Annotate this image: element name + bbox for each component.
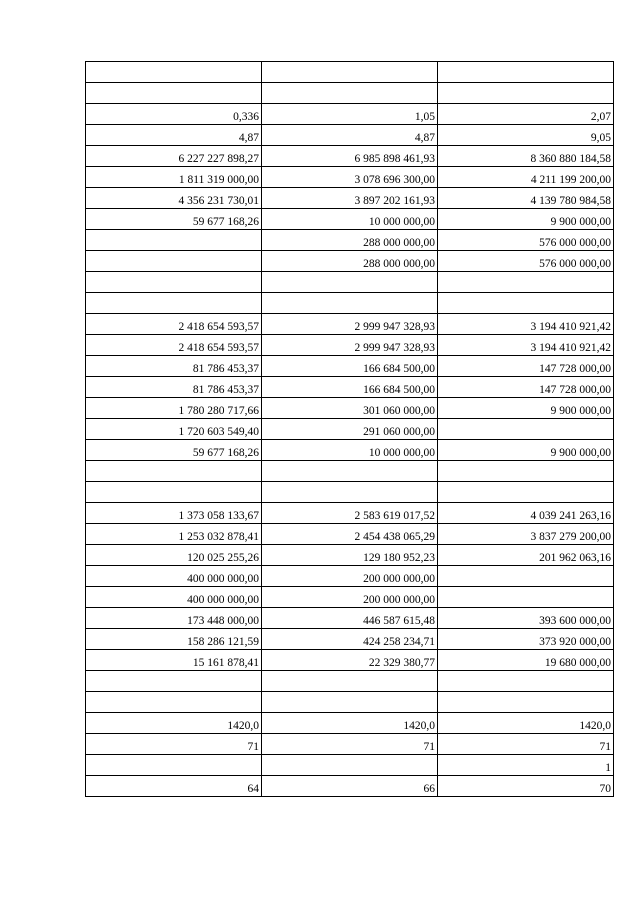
table-cell	[86, 755, 262, 776]
table-cell: 8 360 880 184,58	[438, 146, 614, 167]
table-row	[86, 650, 614, 671]
table-row	[86, 545, 614, 566]
table-cell: 301 060 000,00	[262, 398, 438, 419]
table-cell: 3 194 410 921,42	[438, 335, 614, 356]
table-cell: 71	[86, 734, 262, 755]
table-cell: 9 900 000,00	[438, 440, 614, 461]
table-cell: 158 286 121,59	[86, 629, 262, 650]
table-cell: 393 600 000,00	[438, 608, 614, 629]
table-row	[86, 482, 614, 503]
table-row	[86, 608, 614, 629]
table-cell: 166 684 500,00	[262, 356, 438, 377]
table-cell: 2 999 947 328,93	[262, 314, 438, 335]
table-cell: 64	[86, 776, 262, 797]
table-cell: 201 962 063,16	[438, 545, 614, 566]
table-cell: 22 329 380,77	[262, 650, 438, 671]
table-cell: 1 780 280 717,66	[86, 398, 262, 419]
table-cell	[262, 692, 438, 713]
table-cell: 0,336	[86, 104, 262, 125]
table-row	[86, 209, 614, 230]
table-cell	[262, 461, 438, 482]
table-cell: 6 227 227 898,27	[86, 146, 262, 167]
table-cell: 424 258 234,71	[262, 629, 438, 650]
table-cell: 71	[262, 734, 438, 755]
table-cell: 2,07	[438, 104, 614, 125]
table-row	[86, 587, 614, 608]
table-cell: 173 448 000,00	[86, 608, 262, 629]
table-row	[86, 146, 614, 167]
table-cell: 10 000 000,00	[262, 209, 438, 230]
table-cell: 446 587 615,48	[262, 608, 438, 629]
table-cell	[86, 692, 262, 713]
table-cell: 4 211 199 200,00	[438, 167, 614, 188]
table-cell: 6 985 898 461,93	[262, 146, 438, 167]
table-cell	[262, 83, 438, 104]
table-cell: 19 680 000,00	[438, 650, 614, 671]
table-cell: 3 078 696 300,00	[262, 167, 438, 188]
table-cell: 10 000 000,00	[262, 440, 438, 461]
table-row	[86, 377, 614, 398]
table-cell: 400 000 000,00	[86, 587, 262, 608]
table-cell: 576 000 000,00	[438, 251, 614, 272]
table-cell: 3 194 410 921,42	[438, 314, 614, 335]
table-cell	[262, 272, 438, 293]
table-row	[86, 566, 614, 587]
table-cell	[86, 83, 262, 104]
table-cell	[438, 587, 614, 608]
table-cell	[438, 566, 614, 587]
table-cell: 4 356 231 730,01	[86, 188, 262, 209]
table-row	[86, 104, 614, 125]
table-cell: 1420,0	[262, 713, 438, 734]
table-cell: 81 786 453,37	[86, 356, 262, 377]
table-cell: 1,05	[262, 104, 438, 125]
table-row	[86, 230, 614, 251]
table-cell	[86, 272, 262, 293]
table-cell: 9,05	[438, 125, 614, 146]
table-cell: 2 999 947 328,93	[262, 335, 438, 356]
table-cell: 147 728 000,00	[438, 356, 614, 377]
table-row	[86, 335, 614, 356]
table-row	[86, 272, 614, 293]
table-cell	[262, 482, 438, 503]
table-cell	[86, 482, 262, 503]
table-cell: 1 811 319 000,00	[86, 167, 262, 188]
table-row	[86, 398, 614, 419]
table-cell: 576 000 000,00	[438, 230, 614, 251]
table-cell: 4,87	[262, 125, 438, 146]
table-row	[86, 83, 614, 104]
table-cell: 200 000 000,00	[262, 587, 438, 608]
table-cell: 4 039 241 263,16	[438, 503, 614, 524]
table-row	[86, 62, 614, 83]
table-row	[86, 734, 614, 755]
financial-data-table	[85, 61, 614, 797]
table-cell	[438, 671, 614, 692]
table-cell	[86, 230, 262, 251]
table-cell: 1 253 032 878,41	[86, 524, 262, 545]
table-cell	[86, 671, 262, 692]
table-cell	[438, 83, 614, 104]
table-cell: 166 684 500,00	[262, 377, 438, 398]
table-row	[86, 356, 614, 377]
table-cell: 2 454 438 065,29	[262, 524, 438, 545]
table-row	[86, 713, 614, 734]
table-row	[86, 524, 614, 545]
table-cell	[86, 251, 262, 272]
table-cell: 3 897 202 161,93	[262, 188, 438, 209]
table-cell: 71	[438, 734, 614, 755]
table-row	[86, 167, 614, 188]
table-cell	[438, 62, 614, 83]
table-cell: 1420,0	[438, 713, 614, 734]
table-cell	[438, 482, 614, 503]
table-cell	[438, 293, 614, 314]
table-row	[86, 671, 614, 692]
table-cell	[262, 293, 438, 314]
table-row	[86, 503, 614, 524]
table-cell: 15 161 878,41	[86, 650, 262, 671]
table-cell	[438, 419, 614, 440]
table-cell	[438, 692, 614, 713]
table-row	[86, 692, 614, 713]
table-cell: 291 060 000,00	[262, 419, 438, 440]
table-cell: 2 583 619 017,52	[262, 503, 438, 524]
table-cell: 200 000 000,00	[262, 566, 438, 587]
table-cell	[438, 461, 614, 482]
table-cell: 2 418 654 593,57	[86, 335, 262, 356]
table-cell: 1 720 603 549,40	[86, 419, 262, 440]
table-row	[86, 755, 614, 776]
table-cell: 120 025 255,26	[86, 545, 262, 566]
table-cell: 4,87	[86, 125, 262, 146]
table-cell: 147 728 000,00	[438, 377, 614, 398]
table-cell: 3 837 279 200,00	[438, 524, 614, 545]
table-cell: 2 418 654 593,57	[86, 314, 262, 335]
table-row	[86, 629, 614, 650]
table-cell	[86, 62, 262, 83]
table-row	[86, 293, 614, 314]
table-cell	[262, 755, 438, 776]
table-cell: 70	[438, 776, 614, 797]
table-cell: 59 677 168,26	[86, 209, 262, 230]
table-body	[86, 62, 614, 797]
table-row	[86, 461, 614, 482]
table-cell	[86, 293, 262, 314]
table-row	[86, 314, 614, 335]
table-cell: 1420,0	[86, 713, 262, 734]
table-row	[86, 419, 614, 440]
table-cell: 1	[438, 755, 614, 776]
table-cell	[262, 62, 438, 83]
table-row	[86, 251, 614, 272]
table-row	[86, 440, 614, 461]
table-cell: 288 000 000,00	[262, 230, 438, 251]
table-cell	[438, 272, 614, 293]
table-cell: 129 180 952,23	[262, 545, 438, 566]
table-cell: 1 373 058 133,67	[86, 503, 262, 524]
table-cell: 9 900 000,00	[438, 398, 614, 419]
table-cell	[262, 671, 438, 692]
table-cell	[86, 461, 262, 482]
table-row	[86, 776, 614, 797]
table-cell: 81 786 453,37	[86, 377, 262, 398]
table-cell: 4 139 780 984,58	[438, 188, 614, 209]
table-row	[86, 188, 614, 209]
table-cell: 288 000 000,00	[262, 251, 438, 272]
table-cell: 66	[262, 776, 438, 797]
table-row	[86, 125, 614, 146]
table-cell: 59 677 168,26	[86, 440, 262, 461]
table-cell: 373 920 000,00	[438, 629, 614, 650]
table-cell: 400 000 000,00	[86, 566, 262, 587]
table-cell: 9 900 000,00	[438, 209, 614, 230]
